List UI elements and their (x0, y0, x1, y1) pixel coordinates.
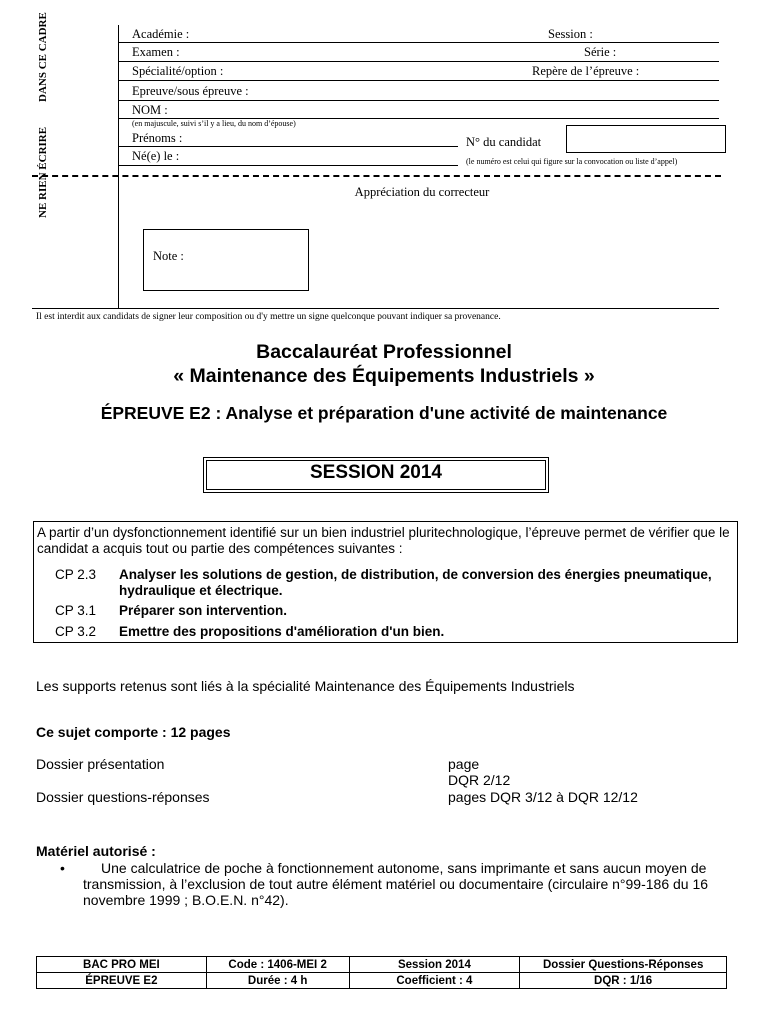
session-label: Session : (548, 27, 593, 41)
competence-text: Analyser les solutions de gestion, de distribution, de conversion des énergies pneumatique, hydraulique et électrique. (119, 567, 712, 598)
dossier-presentation-value-a: page (448, 756, 480, 772)
footer-table (36, 956, 727, 989)
dossier-presentation-value-b: DQR 2/12 (448, 772, 511, 788)
competence-code: CP 3.2 (55, 624, 97, 639)
examen-label: Examen : (132, 45, 180, 59)
footer-row (37, 973, 727, 989)
header-rule (118, 42, 719, 43)
specialite-label: Spécialité/option : (132, 64, 224, 78)
note-label: Note : (153, 249, 184, 263)
header-rule (118, 165, 458, 166)
session-title: SESSION 2014 (206, 460, 546, 490)
side-label-top: DANS CE CADRE (37, 12, 49, 102)
footer-cell: Code : 1406-MEI 2 (206, 957, 349, 973)
header-rule (32, 308, 719, 309)
supports-text: Les supports retenus sont liés à la spécialité Maintenance des Équipements Industriels (36, 678, 575, 694)
footer-cell: Coefficient : 4 (349, 973, 520, 989)
epreuve-label: Epreuve/sous épreuve : (132, 84, 249, 98)
header-rule (118, 100, 719, 101)
pages-heading: Ce sujet comporte : 12 pages (36, 724, 231, 740)
candidat-number-box[interactable] (566, 125, 726, 153)
candidat-note: (le numéro est celui qui figure sur la convocation ou liste d’appel) (466, 157, 678, 166)
competence-code: CP 3.1 (55, 603, 97, 618)
nom-note: (en majuscule, suivi s’il y a lieu, du nom d’épouse) (132, 119, 296, 128)
repere-label: Repère de l’épreuve : (532, 64, 640, 78)
header-rule (118, 61, 719, 62)
academie-label: Académie : (132, 27, 190, 41)
materiel-heading: Matériel autorisé : (36, 843, 156, 859)
footer-cell: DQR : 1/16 (520, 973, 727, 989)
header-rule (118, 80, 719, 81)
ne-le-label: Né(e) le : (132, 149, 180, 163)
cut-line (32, 175, 721, 177)
footer-cell: Session 2014 (349, 957, 520, 973)
competence-code: CP 2.3 (55, 567, 97, 582)
side-label-bottom: NE RIEN ÉCRIRE (37, 126, 49, 218)
footer-cell: ÉPREUVE E2 (37, 973, 207, 989)
header-rule (118, 146, 458, 147)
title-line-1: Baccalauréat Professionnel (256, 341, 512, 363)
materiel-text: Une calculatrice de poche à fonctionnement autonome, sans imprimante et sans aucun moyen de transmission, à l’exclusion de tout autre élément matériel ou documentaire (circulaire n°99-186 du 16 novembre 1999 ; B.O.E.N. n°42). (83, 860, 709, 908)
serie-label: Série : (584, 45, 617, 59)
session-box (203, 457, 549, 493)
dossier-questions-label: Dossier questions-réponses (36, 789, 210, 805)
competences-box (33, 521, 738, 643)
prenoms-label: Prénoms : (132, 131, 183, 145)
epreuve-title: ÉPREUVE E2 : Analyse et préparation d'une activité de maintenance (100, 403, 668, 423)
warning-text: Il est interdit aux candidats de signer leur composition ou d'y mettre un signe quelconque pouvant indiquer sa provenance. (36, 312, 501, 322)
competences-intro: A partir d’un dysfonctionnement identifié sur un bien industriel pluritechnologique, l’épreuve permet de vérifier que le candidat a acquis tout ou partie des compétences suivantes : (37, 525, 730, 556)
footer-cell: Durée : 4 h (206, 973, 349, 989)
footer-cell: Dossier Questions-Réponses (520, 957, 727, 973)
footer-row (37, 957, 727, 973)
footer-cell: BAC PRO MEI (37, 957, 207, 973)
bullet-icon: • (60, 860, 65, 876)
competence-text: Emettre des propositions d'amélioration d'un bien. (119, 624, 445, 639)
note-box[interactable] (143, 229, 309, 291)
candidat-label: N° du candidat (466, 135, 542, 149)
dossier-presentation-value (448, 756, 510, 788)
nom-label: NOM : (132, 103, 168, 117)
dossier-presentation-label: Dossier présentation (36, 756, 165, 772)
frame-vertical-line (118, 25, 119, 308)
competence-text: Préparer son intervention. (119, 603, 288, 618)
title-line-2: « Maintenance des Équipements Industriels » (173, 365, 595, 387)
appreciation-label: Appréciation du correcteur (354, 185, 490, 199)
dossier-questions-value: pages DQR 3/12 à DQR 12/12 (448, 789, 638, 805)
